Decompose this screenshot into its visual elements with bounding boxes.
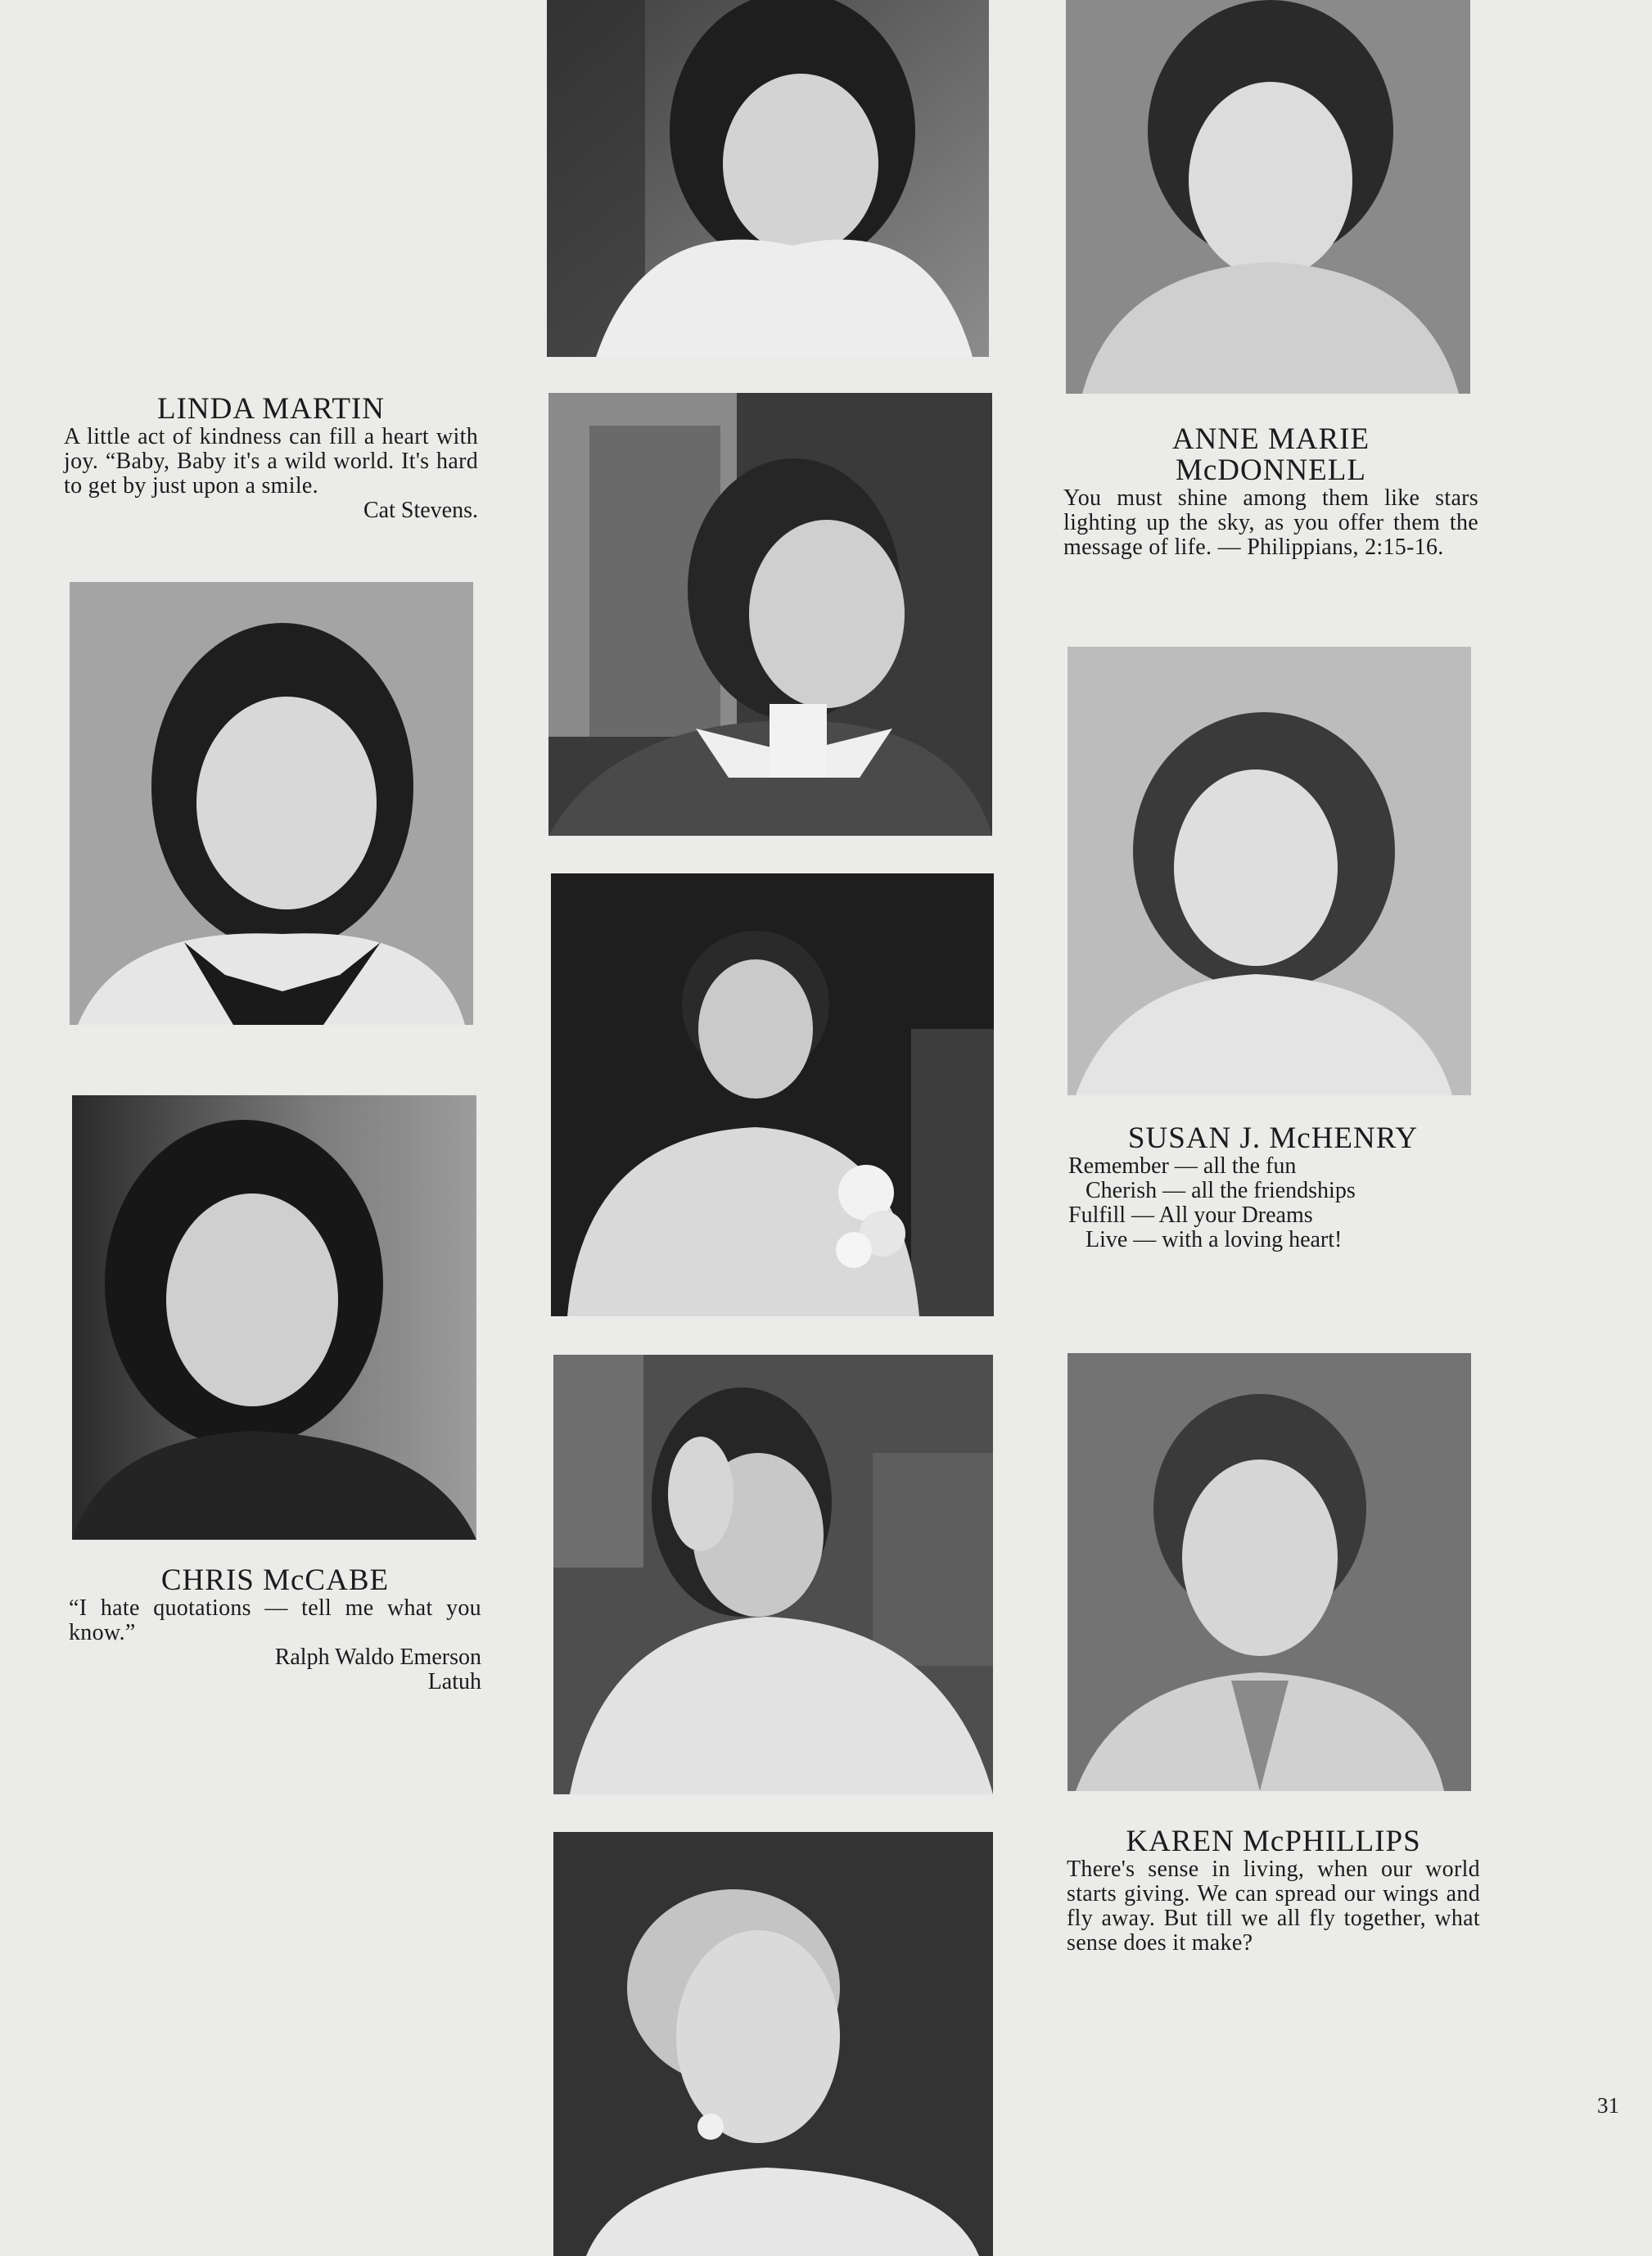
photo-candid-hand-on-head [553,1355,993,1794]
poem-line: Live — with a loving heart! [1068,1227,1343,1252]
senior-linda-martin [64,394,478,523]
senior-quote-attribution: Latuh [427,1669,481,1694]
photo-candid-with-corsage [551,873,994,1316]
photo-candid-short-blonde-hair [553,1832,993,2256]
page-number: 31 [1597,2093,1619,2118]
poem-line: Fulfill — All your Dreams [1068,1202,1313,1228]
senior-name: ANNE MARIE [1171,422,1370,456]
photo-candid-with-cup [548,393,992,836]
senior-quote: You must shine among them like stars lighting up the sky, as you offer them the message of life. — Philippians, 2:15-16. [1063,485,1478,560]
senior-chris-mccabe [69,1565,481,1694]
photo-portrait-linda-martin [70,582,473,1025]
senior-susan-mchenry [1068,1123,1478,1252]
senior-name: KAREN McPHILLIPS [1126,1825,1421,1858]
senior-name: LINDA MARTIN [156,392,385,426]
poem-line: Cherish — all the friendships [1068,1178,1356,1203]
senior-quote-attribution: Ralph Waldo Emerson [274,1645,481,1670]
senior-quote-attribution: Cat Stevens. [363,498,478,523]
senior-quote: “I hate quotations — tell me what you know.” [69,1595,481,1645]
senior-quote: There's sense in living, when our world starts giving. We can spread our wings and fly away. But till we all fly together, what sense does it make? [1067,1857,1480,1956]
senior-quote: A little act of kindness can fill a heart with joy. “Baby, Baby it's a wild world. It's hard to get by just upon a smile. [64,424,478,499]
senior-name: CHRIS McCABE [160,1563,390,1597]
photo-candid-looking-down [547,0,989,357]
photo-portrait-chris-mccabe [72,1095,476,1540]
senior-karen-mcphillips [1067,1826,1480,1956]
poem-line: Remember — all the fun [1068,1153,1297,1179]
senior-name: McDONNELL [1175,453,1366,487]
photo-portrait-karen-mcphillips [1067,1353,1471,1791]
photo-portrait-susan-mchenry [1067,647,1471,1095]
photo-portrait-short-hair [1066,0,1470,394]
senior-anne-marie-mcdonnell [1063,424,1478,560]
senior-name: SUSAN J. McHENRY [1127,1121,1419,1155]
